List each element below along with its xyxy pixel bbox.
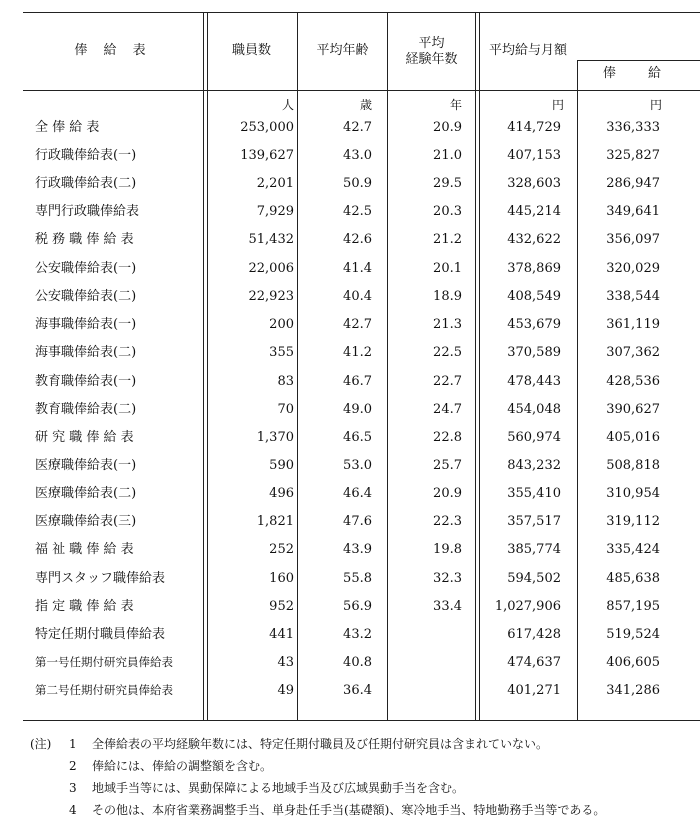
footnote-text: 俸給には、俸給の調整額を含む。: [92, 759, 273, 773]
header-subrule: [577, 60, 700, 61]
cell-average-monthly-pay: 474,637: [507, 655, 561, 670]
unit-monthly: 円: [552, 98, 565, 112]
row-name: 海事職俸給表(二): [35, 345, 137, 360]
cell-average-monthly-pay: 414,729: [507, 120, 561, 135]
footnotes: [30, 733, 695, 821]
table-row: [0, 226, 700, 253]
header-average-age: 平均年齢: [316, 43, 369, 58]
cell-staff-count: 139,627: [240, 148, 294, 163]
cell-staff-count: 200: [269, 317, 294, 332]
table-row: [0, 396, 700, 423]
footnote: [30, 733, 695, 755]
cell-average-experience: 20.9: [433, 120, 462, 135]
cell-base-salary: 320,029: [606, 261, 660, 276]
cell-average-experience: 21.0: [433, 148, 462, 163]
cell-base-salary: 325,827: [606, 148, 660, 163]
footnote-mark: (注): [30, 737, 52, 751]
table-row: [0, 480, 700, 507]
row-name: 教育職俸給表(二): [35, 402, 137, 417]
table-row: [0, 565, 700, 592]
table-row: [0, 142, 700, 169]
cell-average-monthly-pay: 385,774: [507, 542, 561, 557]
cell-staff-count: 22,923: [248, 289, 294, 304]
cell-average-age: 42.7: [343, 317, 372, 332]
row-name: 第二号任期付研究員俸給表: [35, 683, 173, 697]
cell-average-age: 42.7: [343, 120, 372, 135]
cell-staff-count: 355: [269, 345, 294, 360]
cell-average-experience: 22.8: [433, 430, 462, 445]
table-row: [0, 649, 700, 676]
cell-base-salary: 310,954: [606, 486, 660, 501]
cell-average-monthly-pay: 843,232: [507, 458, 561, 473]
cell-average-age: 46.4: [343, 486, 372, 501]
cell-staff-count: 160: [269, 571, 294, 586]
table-row: [0, 508, 700, 535]
cell-average-age: 46.5: [343, 430, 372, 445]
cell-staff-count: 496: [269, 486, 294, 501]
cell-average-monthly-pay: 408,549: [507, 289, 561, 304]
cell-staff-count: 590: [269, 458, 294, 473]
cell-average-age: 41.2: [343, 345, 372, 360]
table-row: [0, 368, 700, 395]
cell-average-experience: 24.7: [433, 402, 462, 417]
table-row: [0, 255, 700, 282]
header-staff-count: 職員数: [231, 43, 271, 58]
row-name: 教育職俸給表(一): [35, 374, 137, 389]
table-row: [0, 536, 700, 563]
cell-base-salary: 390,627: [606, 402, 660, 417]
row-name: 専門スタッフ職俸給表: [35, 571, 166, 586]
row-name: 公安職俸給表(一): [35, 261, 137, 276]
cell-base-salary: 485,638: [606, 571, 660, 586]
table-row: [0, 593, 700, 620]
footnote-number: 4: [69, 803, 77, 817]
row-name: 研 究 職 俸 給 表: [35, 430, 134, 445]
row-name: 指 定 職 俸 給 表: [35, 599, 134, 614]
cell-average-experience: 29.5: [433, 176, 462, 191]
cell-average-monthly-pay: 407,153: [507, 148, 561, 163]
cell-average-age: 49.0: [343, 402, 372, 417]
cell-staff-count: 49: [277, 683, 294, 698]
cell-average-experience: 22.7: [433, 374, 462, 389]
cell-average-monthly-pay: 617,428: [507, 627, 561, 642]
cell-average-monthly-pay: 454,048: [507, 402, 561, 417]
table-row: [0, 170, 700, 197]
unit-staff: 人: [282, 98, 295, 112]
cell-base-salary: 341,286: [606, 683, 660, 698]
cell-average-monthly-pay: 370,589: [507, 345, 561, 360]
footnote-text: 全俸給表の平均経験年数には、特定任期付職員及び任期付研究員は含まれていない。: [92, 737, 549, 751]
cell-average-monthly-pay: 594,502: [507, 571, 561, 586]
cell-base-salary: 405,016: [606, 430, 660, 445]
cell-base-salary: 428,536: [606, 374, 660, 389]
cell-average-monthly-pay: 378,869: [507, 261, 561, 276]
cell-staff-count: 83: [277, 374, 294, 389]
cell-base-salary: 857,195: [606, 599, 660, 614]
cell-staff-count: 43: [277, 655, 294, 670]
cell-average-monthly-pay: 453,679: [507, 317, 561, 332]
table-row: [0, 452, 700, 479]
cell-average-experience: 32.3: [433, 571, 462, 586]
table-row: [0, 339, 700, 366]
cell-average-experience: 20.1: [433, 261, 462, 276]
header-average-monthly-pay: 平均給与月額: [488, 43, 567, 58]
cell-average-experience: 20.3: [433, 204, 462, 219]
table-row: [0, 283, 700, 310]
cell-average-age: 40.4: [343, 289, 372, 304]
row-name: 医療職俸給表(二): [35, 486, 137, 501]
cell-average-experience: 19.8: [433, 542, 462, 557]
unit-age: 歳: [360, 98, 373, 112]
cell-base-salary: 338,544: [606, 289, 660, 304]
cell-base-salary: 336,333: [606, 120, 660, 135]
cell-average-age: 55.8: [343, 571, 372, 586]
row-name: 医療職俸給表(一): [35, 458, 137, 473]
cell-average-age: 43.9: [343, 542, 372, 557]
cell-average-experience: 22.5: [433, 345, 462, 360]
cell-staff-count: 51,432: [248, 232, 294, 247]
footnote: [30, 799, 695, 821]
row-name: 専門行政職俸給表: [35, 204, 140, 219]
cell-base-salary: 356,097: [606, 232, 660, 247]
table-row: [0, 424, 700, 451]
cell-staff-count: 252: [269, 542, 294, 557]
cell-average-age: 40.8: [343, 655, 372, 670]
cell-average-age: 43.0: [343, 148, 372, 163]
cell-average-monthly-pay: 478,443: [507, 374, 561, 389]
row-name: 行政職俸給表(二): [35, 176, 137, 191]
cell-staff-count: 1,370: [256, 430, 294, 445]
row-name: 福 祉 職 俸 給 表: [35, 542, 134, 557]
cell-average-age: 56.9: [343, 599, 372, 614]
cell-base-salary: 519,524: [606, 627, 660, 642]
cell-average-experience: 21.3: [433, 317, 462, 332]
cell-base-salary: 335,424: [606, 542, 660, 557]
table-row: [0, 198, 700, 225]
cell-average-monthly-pay: 355,410: [507, 486, 561, 501]
cell-average-age: 43.2: [343, 627, 372, 642]
cell-average-experience: 18.9: [433, 289, 462, 304]
footnote-text: その他は、本府省業務調整手当、単身赴任手当(基礎額)、寒冷地手当、特地勤務手当等である。: [92, 803, 606, 817]
footnote-number: 1: [69, 737, 77, 751]
cell-staff-count: 7,929: [256, 204, 294, 219]
cell-staff-count: 70: [277, 402, 294, 417]
cell-staff-count: 952: [269, 599, 294, 614]
cell-average-age: 53.0: [343, 458, 372, 473]
cell-average-experience: 22.3: [433, 514, 462, 529]
header-rule: [23, 90, 700, 91]
cell-average-monthly-pay: 432,622: [507, 232, 561, 247]
row-name: 第一号任期付研究員俸給表: [35, 655, 173, 669]
table-row: [0, 621, 700, 648]
cell-average-experience: 21.2: [433, 232, 462, 247]
cell-average-experience: 25.7: [433, 458, 462, 473]
cell-average-monthly-pay: 1,027,906: [494, 599, 561, 614]
footnote: [30, 755, 695, 777]
cell-average-monthly-pay: 560,974: [507, 430, 561, 445]
row-name: 海事職俸給表(一): [35, 317, 137, 332]
footnote-number: 2: [69, 759, 77, 773]
cell-base-salary: 286,947: [606, 176, 660, 191]
table-row: [0, 311, 700, 338]
cell-staff-count: 22,006: [248, 261, 294, 276]
cell-base-salary: 508,818: [606, 458, 660, 473]
cell-average-monthly-pay: 445,214: [507, 204, 561, 219]
cell-average-age: 47.6: [343, 514, 372, 529]
cell-average-age: 41.4: [343, 261, 372, 276]
cell-average-monthly-pay: 328,603: [507, 176, 561, 191]
cell-staff-count: 253,000: [240, 120, 294, 135]
table-row: [0, 677, 700, 704]
footnote: [30, 777, 695, 799]
row-name: 医療職俸給表(三): [35, 514, 137, 529]
cell-average-age: 42.6: [343, 232, 372, 247]
cell-base-salary: 406,605: [606, 655, 660, 670]
cell-average-experience: 33.4: [433, 599, 462, 614]
cell-average-monthly-pay: 357,517: [507, 514, 561, 529]
cell-staff-count: 441: [269, 627, 294, 642]
row-name: 特定任期付職員俸給表: [35, 627, 166, 642]
cell-staff-count: 2,201: [256, 176, 294, 191]
cell-average-age: 50.9: [343, 176, 372, 191]
unit-salary: 円: [650, 98, 663, 112]
header-salary-table: 俸 給 表: [74, 43, 152, 58]
footnote-number: 3: [69, 781, 77, 795]
cell-base-salary: 361,119: [606, 317, 660, 332]
cell-average-experience: 20.9: [433, 486, 462, 501]
cell-average-age: 42.5: [343, 204, 372, 219]
cell-staff-count: 1,821: [256, 514, 294, 529]
cell-base-salary: 307,362: [606, 345, 660, 360]
footnote-text: 地域手当等には、異動保障による地域手当及び広域異動手当を含む。: [92, 781, 465, 795]
row-name: 全 俸 給 表: [35, 120, 100, 135]
unit-experience: 年: [450, 98, 463, 112]
table-row: [0, 114, 700, 141]
header-average-experience: 平均 経験年数: [405, 36, 458, 67]
header-base-salary: 俸 給: [602, 66, 676, 81]
cell-average-age: 46.7: [343, 374, 372, 389]
row-name: 公安職俸給表(二): [35, 289, 137, 304]
row-name: 税 務 職 俸 給 表: [35, 232, 134, 247]
cell-average-age: 36.4: [343, 683, 372, 698]
cell-average-monthly-pay: 401,271: [507, 683, 561, 698]
row-name: 行政職俸給表(一): [35, 148, 137, 163]
cell-base-salary: 349,641: [606, 204, 660, 219]
cell-base-salary: 319,112: [606, 514, 660, 529]
